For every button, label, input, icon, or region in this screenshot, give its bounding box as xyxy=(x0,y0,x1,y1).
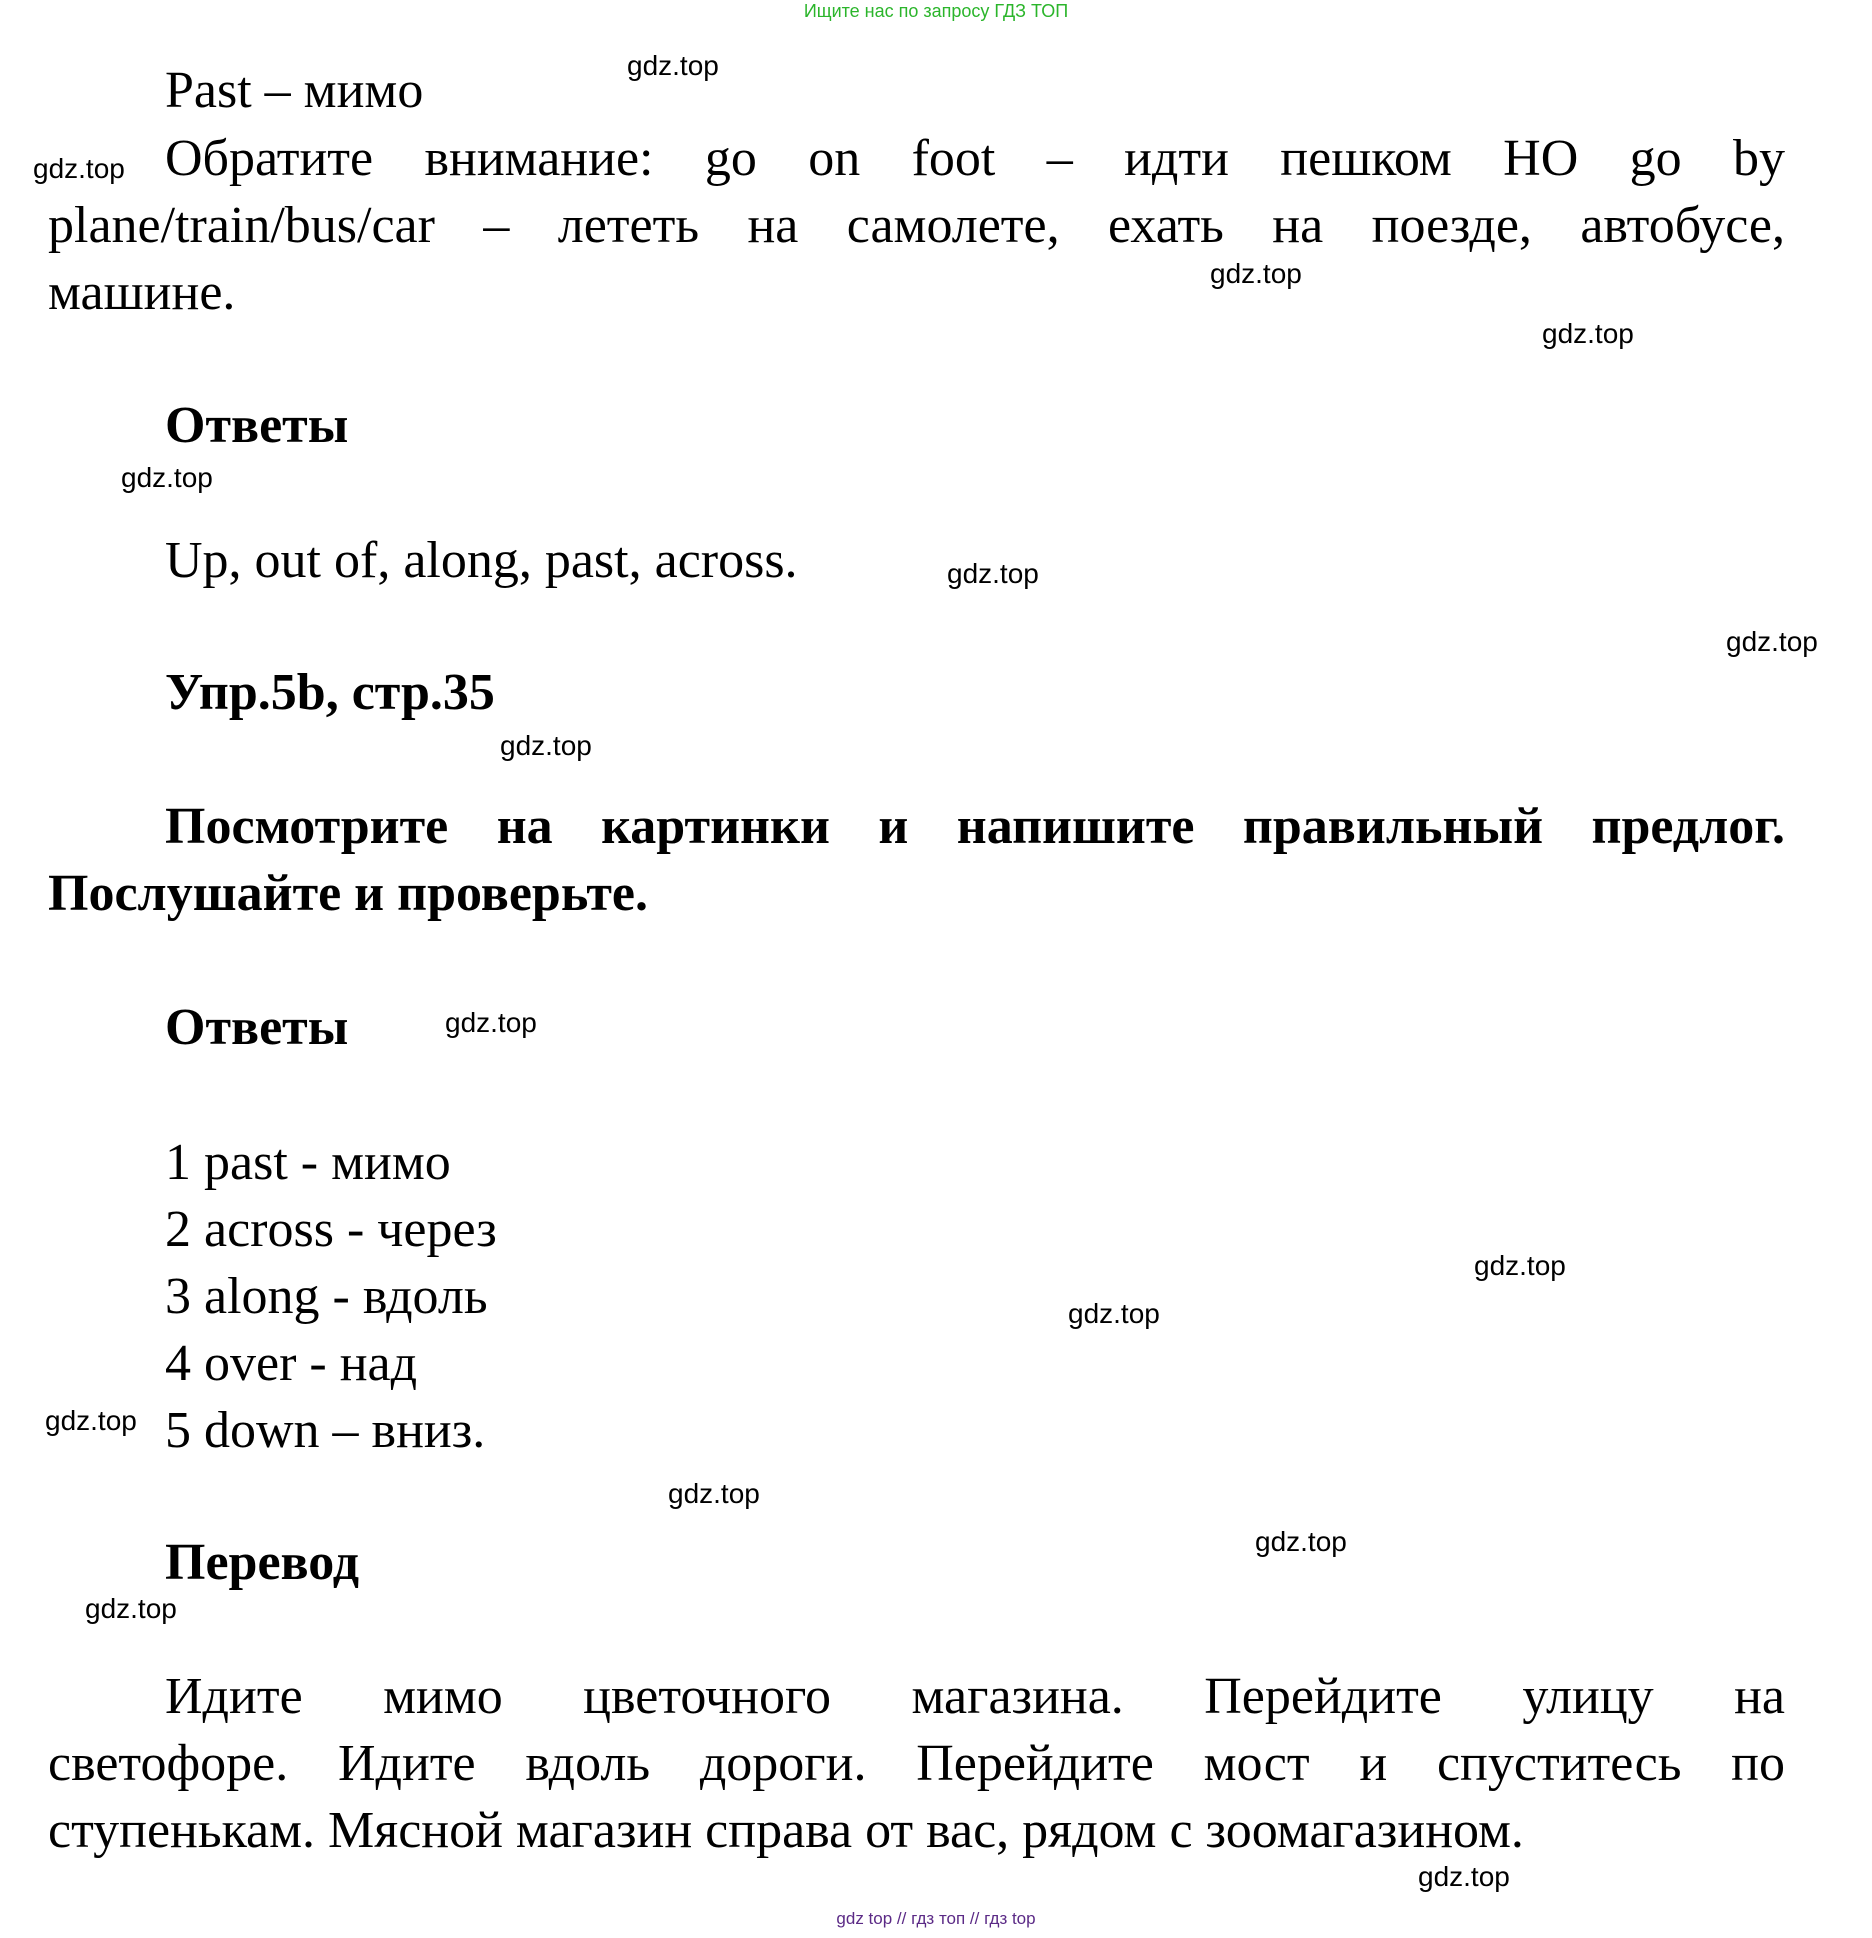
answer-item: 4 over - над xyxy=(165,1335,418,1392)
translation-line-1: Идите мимо цветочного магазина. Перейдите улицу на xyxy=(165,1668,1785,1725)
exercise-title: Упр.5b, стр.35 xyxy=(165,664,495,721)
translation-line-2: светофоре. Идите вдоль дороги. Перейдите мост и спуститесь по xyxy=(48,1735,1785,1792)
watermark: gdz.top xyxy=(85,1593,177,1624)
watermark: gdz.top xyxy=(1542,318,1634,349)
watermark: gdz.top xyxy=(445,1007,537,1038)
bottom-footer-banner: gdz top // гдз топ // гдз top xyxy=(836,1909,1036,1928)
answer-item: 1 past - мимо xyxy=(165,1134,451,1191)
watermark: gdz.top xyxy=(1418,1861,1510,1892)
note-line-3: машине. xyxy=(48,264,236,321)
watermark: gdz.top xyxy=(1068,1298,1160,1329)
translation-heading: Перевод xyxy=(165,1534,360,1591)
watermark: gdz.top xyxy=(668,1478,760,1509)
answers-heading-2: Ответы xyxy=(165,999,349,1056)
translation-line-3: ступенькам. Мясной магазин справа от вас, рядом с зоомагазином. xyxy=(48,1802,1524,1859)
answers-heading-1: Ответы xyxy=(165,397,349,454)
watermark: gdz.top xyxy=(500,730,592,761)
past-translation-line: Past – мимо xyxy=(165,62,424,119)
exercise-task-line-1: Посмотрите на картинки и напишите правильный предлог. xyxy=(165,798,1785,855)
answer-item: 5 down – вниз. xyxy=(165,1402,486,1459)
watermark: gdz.top xyxy=(627,50,719,81)
answer-item: 2 across - через xyxy=(165,1201,497,1258)
watermark: gdz.top xyxy=(1255,1526,1347,1557)
watermark: gdz.top xyxy=(947,558,1039,589)
watermark: gdz.top xyxy=(1210,258,1302,289)
watermark: gdz.top xyxy=(121,462,213,493)
watermark: gdz.top xyxy=(1474,1250,1566,1281)
answer-item: 3 along - вдоль xyxy=(165,1268,488,1325)
watermark: gdz.top xyxy=(45,1405,137,1436)
watermark: gdz.top xyxy=(1726,626,1818,657)
watermark: gdz.top xyxy=(33,153,125,184)
note-line-2: plane/train/bus/car – лететь на самолете, ехать на поезде, автобусе, xyxy=(48,197,1785,254)
top-search-banner: Ищите нас по запросу ГДЗ ТОП xyxy=(803,1,1069,21)
note-line-1: Обратите внимание: go on foot – идти пешком НО go by xyxy=(165,130,1785,187)
exercise-task-line-2: Послушайте и проверьте. xyxy=(48,865,648,922)
answers-text-1: Up, out of, along, past, across. xyxy=(165,532,798,589)
